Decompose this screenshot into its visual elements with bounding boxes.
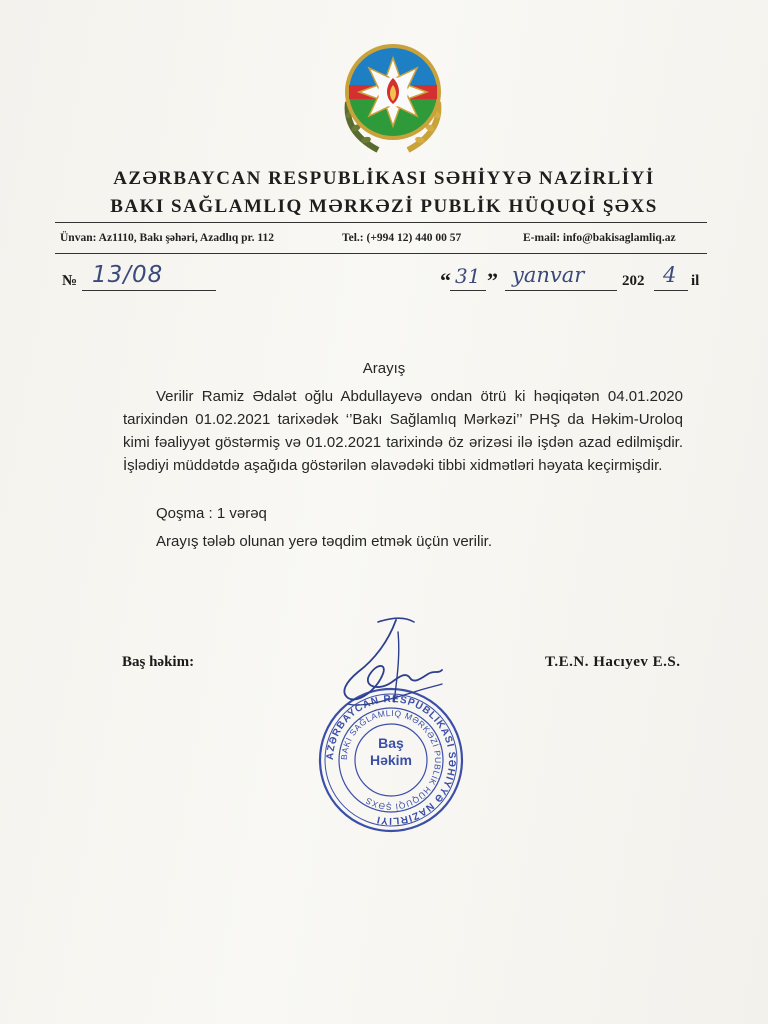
closing-statement: Arayış tələb olunan yerə təqdim etmək üçün verilir. (156, 533, 492, 550)
certificate-paragraph: Verilir Ramiz Ədalət oğlu Abdullayevə ondan ötrü ki həqiqətən 04.01.2020 tarixindən 01.02.2021 tarixədək ‘’Bakı Sağlamlıq Mərkəzi’’ PHŞ da Həkim-Uroloq kimi fəaliyyət göstərmiş və 01.02.2021 tarixində öz ərizəsi ilə işdən azad edilmişdir. İşlədiyi müddətdə aşağıda göstərilən əlavədəki tibbi xidmətləri həyata keçirmişdir. (123, 388, 683, 474)
seal-center (316, 735, 466, 769)
contact-email: E-mail: info@bakisaglamliq.az (523, 232, 676, 244)
date-close-quote: ” (487, 268, 498, 293)
signatory-name: T.E.N. Hacıyev E.S. (545, 654, 681, 670)
reference-number-value: 13/08 (92, 262, 164, 288)
azerbaijan-emblem-icon (338, 42, 448, 154)
date-day-line (450, 290, 486, 291)
signatory-title: Baş həkim: (122, 654, 195, 670)
seal-ring-text: AZƏRBAYCAN RESPUBLİKASI SƏHİYYƏ NAZİRLİYİ (324, 693, 458, 827)
date-year-line (654, 290, 688, 291)
org-title-center: BAKI SAĞLAMLIQ MƏRKƏZİ PUBLİK HÜQUQİ ŞƏXS (110, 196, 658, 217)
seal-center-line1: Baş (378, 735, 404, 751)
date-year-prefix: 202 (622, 273, 645, 289)
date-month-line (505, 290, 617, 291)
attachment-note: Qoşma : 1 vərəq (156, 505, 267, 522)
document-title: Arayış (362, 360, 406, 377)
reference-number-label: № (62, 273, 78, 289)
org-title-ministry: AZƏRBAYCAN RESPUBLİKASI SƏHİYYƏ NAZİRLİYİ (113, 168, 655, 189)
date-year-suffix: il (691, 273, 700, 289)
date-open-quote: “ (440, 268, 451, 293)
seal-inner-text: BAKI SAĞLAMLIQ MƏRKƏZİ PUBLİK HÜQUQİ ŞƏXS (338, 707, 444, 813)
seal-center-line2: Həkim (369, 752, 413, 768)
header-rule-bottom (55, 253, 707, 254)
signature-mark (318, 612, 458, 722)
date-month: yanvar (512, 263, 585, 287)
reference-number-line (82, 290, 216, 291)
contact-phone: Tel.: (+994 12) 440 00 57 (342, 232, 462, 244)
date-year-digit: 4 (663, 263, 677, 287)
contact-address: Ünvan: Az1110, Bakı şəhəri, Azadlıq pr. 112 (60, 232, 274, 244)
header-rule-top (55, 222, 707, 223)
date-day: 31 (455, 264, 481, 288)
